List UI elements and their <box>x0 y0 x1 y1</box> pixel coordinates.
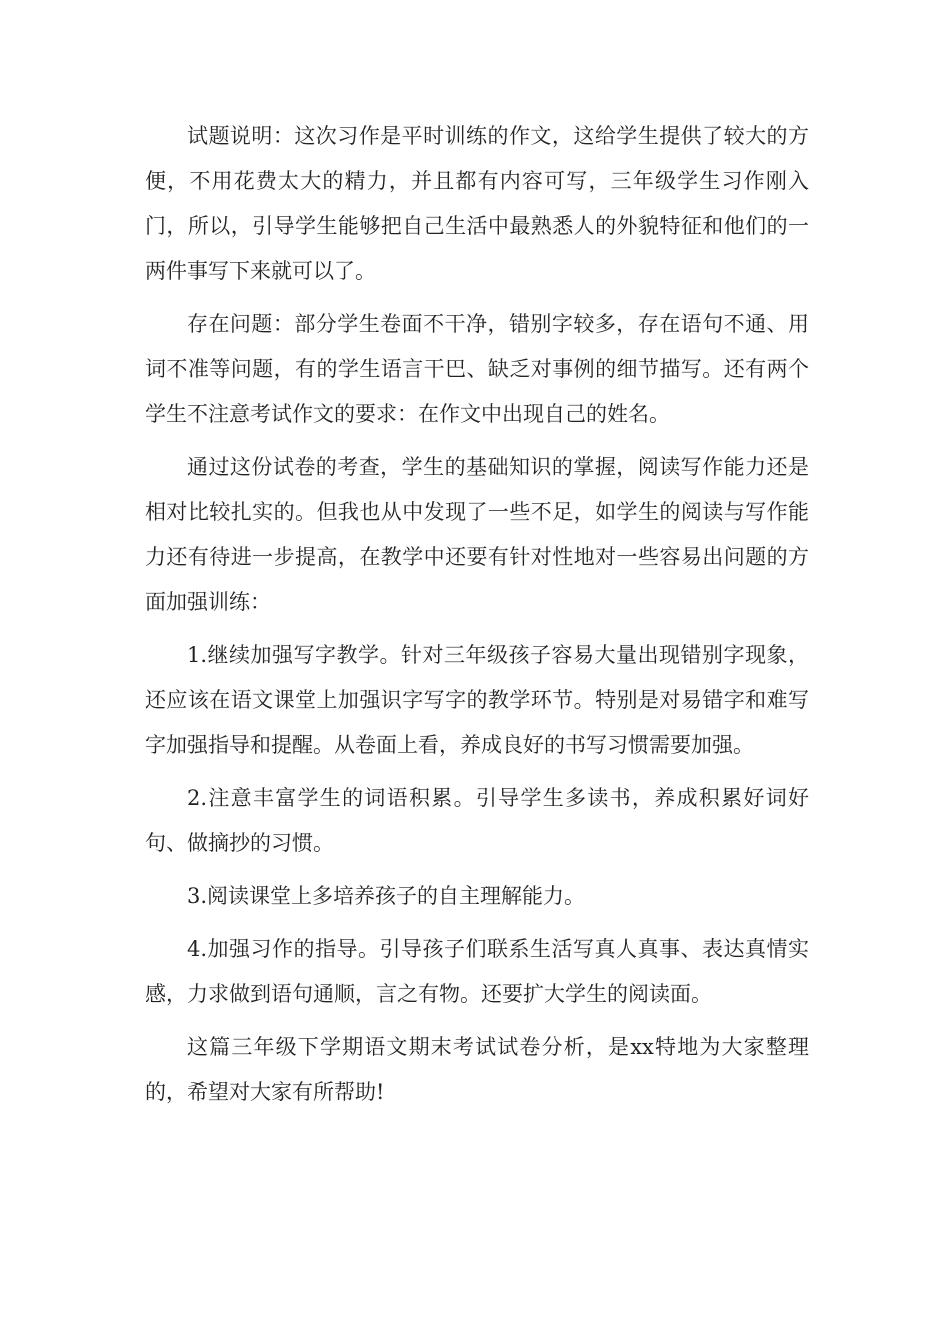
paragraph-closing: 这篇三年级下学期语文期末考试试卷分析，是xx特地为大家整理的，希望对大家有所帮助! <box>145 1035 809 1104</box>
paragraph-overall-analysis: 通过这份试卷的考查，学生的基础知识的掌握，阅读写作能力还是相对比较扎实的。但我也从中发现了一些不足，如学生的阅读与写作能力还有待进一步提高，在教学中还要有针对性地对一些容易出问题的方面加强训练： <box>145 455 809 614</box>
paragraph-existing-problems: 存在问题：部分学生卷面不干净，错别字较多，存在语句不通、用词不准等问题，有的学生语言干巴、缺乏对事例的细节描写。还有两个学生不注意考试作文的要求：在作文中出现自己的姓名。 <box>145 312 809 426</box>
paragraph-test-description: 试题说明：这次习作是平时训练的作文，这给学生提供了较大的方便，不用花费太大的精力，并且都有内容可写，三年级学生习作刚入门，所以，引导学生能够把自己生活中最熟悉人的外貌特征和他们的一两件事写下来就可以了。 <box>145 124 809 283</box>
paragraph-item-3: 3.阅读课堂上多培养孩子的自主理解能力。 <box>187 884 586 908</box>
paragraph-item-2: 2.注意丰富学生的词语积累。引导学生多读书，养成积累好词好句、做摘抄的习惯。 <box>145 786 809 855</box>
document-body <box>145 114 809 1123</box>
paragraph-item-4: 4.加强习作的指导。引导孩子们联系生活写真人真事、表达真情实感，力求做到语句通顺，言之有物。还要扩大学生的阅读面。 <box>145 937 809 1006</box>
paragraph-item-1: 1.继续加强写字教学。针对三年级孩子容易大量出现错别字现象，还应该在语文课堂上加强识字写字的教学环节。特别是对易错字和难写字加强指导和提醒。从卷面上看，养成良好的书写习惯需要加强。 <box>145 643 809 757</box>
